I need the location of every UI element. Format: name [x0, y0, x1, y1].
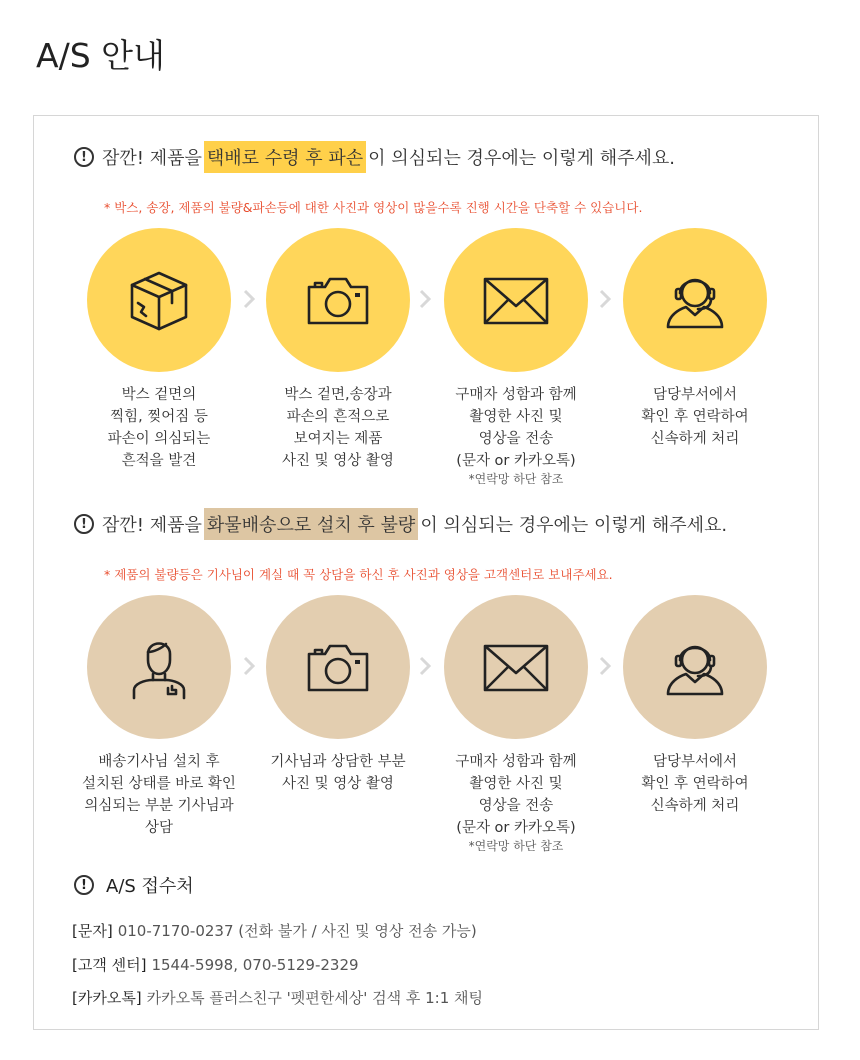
step-4	[623, 228, 767, 450]
step-circle	[87, 228, 231, 372]
contact-value: 카카오톡 플러스친구 '펫편한세상' 검색 후 1:1 채팅	[146, 989, 483, 1007]
step-circle	[266, 228, 410, 372]
contact-value: 010-7170-0237 (전화 불가 / 사진 및 영상 전송 가능)	[117, 922, 477, 940]
notice-prefix: 잠깐! 제품을	[102, 148, 202, 169]
step-2	[266, 228, 410, 472]
step-circle	[623, 595, 767, 739]
camera-icon	[303, 265, 373, 335]
notice-highlight: 택배로 수령 후 파손	[204, 141, 366, 173]
step-3	[444, 228, 588, 487]
chevron-right-icon	[598, 653, 612, 679]
step-subtext: *연락망 하단 참조	[468, 472, 564, 486]
exclamation-circle-icon: !	[74, 875, 94, 895]
envelope-icon	[481, 632, 551, 702]
contact-line-kakaotalk	[72, 987, 483, 1008]
notice-suffix: 이 의심되는 경우에는 이렇게 해주세요.	[368, 148, 675, 169]
contact-label: [카카오톡]	[72, 989, 142, 1007]
step-text: 박스 겉면의 찍힘, 찢어짐 등 파손이 의심되는 흔적을 발견	[107, 387, 211, 469]
step-text: 기사님과 상담한 부분 사진 및 영상 촬영	[270, 754, 406, 792]
chevron-right-icon	[418, 653, 432, 679]
notice-suffix: 이 의심되는 경우에는 이렇게 해주세요.	[420, 515, 728, 536]
step-circle	[444, 595, 588, 739]
box-icon	[124, 265, 194, 335]
contact-label: [문자]	[72, 922, 113, 940]
chevron-right-icon	[418, 286, 432, 312]
envelope-icon	[481, 265, 551, 335]
notice-line	[74, 507, 727, 541]
as-guide-panel	[33, 115, 819, 1030]
contact-title: A/S 접수처	[106, 876, 194, 897]
step-circle	[444, 228, 588, 372]
step-1	[82, 595, 236, 839]
exclamation-circle-icon: !	[74, 514, 94, 534]
notice-prefix: 잠깐! 제품을	[102, 515, 202, 536]
contact-line-call-center	[72, 954, 359, 975]
headset-agent-icon	[660, 632, 730, 702]
step-circle	[87, 595, 231, 739]
step-2	[266, 595, 410, 795]
step-3	[444, 595, 588, 854]
contact-line-sms	[72, 920, 477, 941]
notice-line	[74, 140, 675, 174]
exclamation-circle-icon: !	[74, 147, 94, 167]
sub-note: * 박스, 송장, 제품의 불량&파손등에 대한 사진과 영상이 많을수록 진행 시간을 단축할 수 있습니다.	[104, 200, 643, 215]
step-text: 담당부서에서 확인 후 연락하여 신속하게 처리	[641, 754, 749, 814]
step-circle	[266, 595, 410, 739]
step-text: 구매자 성함과 함께 촬영한 사진 및 영상을 전송 (문자 or 카카오톡)	[455, 754, 577, 836]
chevron-right-icon	[598, 286, 612, 312]
headset-agent-icon	[660, 265, 730, 335]
camera-icon	[303, 632, 373, 702]
chevron-right-icon	[242, 653, 256, 679]
delivery-person-icon	[124, 632, 194, 702]
chevron-right-icon	[242, 286, 256, 312]
notice-highlight: 화물배송으로 설치 후 불량	[204, 508, 418, 540]
step-subtext: *연락망 하단 참조	[468, 839, 564, 853]
contact-value: 1544-5998, 070-5129-2329	[151, 956, 359, 974]
page-title: A/S 안내	[36, 36, 165, 75]
step-4	[623, 595, 767, 817]
step-text: 구매자 성함과 함께 촬영한 사진 및 영상을 전송 (문자 or 카카오톡)	[455, 387, 577, 469]
contact-label: [고객 센터]	[72, 956, 147, 974]
step-circle	[623, 228, 767, 372]
step-1	[87, 228, 231, 472]
sub-note: * 제품의 불량등은 기사님이 계실 때 꼭 상담을 하신 후 사진과 영상을 고객센터로 보내주세요.	[104, 567, 613, 582]
contact-header	[74, 872, 194, 898]
step-text: 담당부서에서 확인 후 연락하여 신속하게 처리	[641, 387, 749, 447]
step-text: 박스 겉면,송장과 파손의 흔적으로 보여지는 제품 사진 및 영상 촬영	[282, 387, 394, 469]
step-text: 배송기사님 설치 후 설치된 상태를 바로 확인 의심되는 부분 기사님과 상담	[82, 754, 236, 836]
